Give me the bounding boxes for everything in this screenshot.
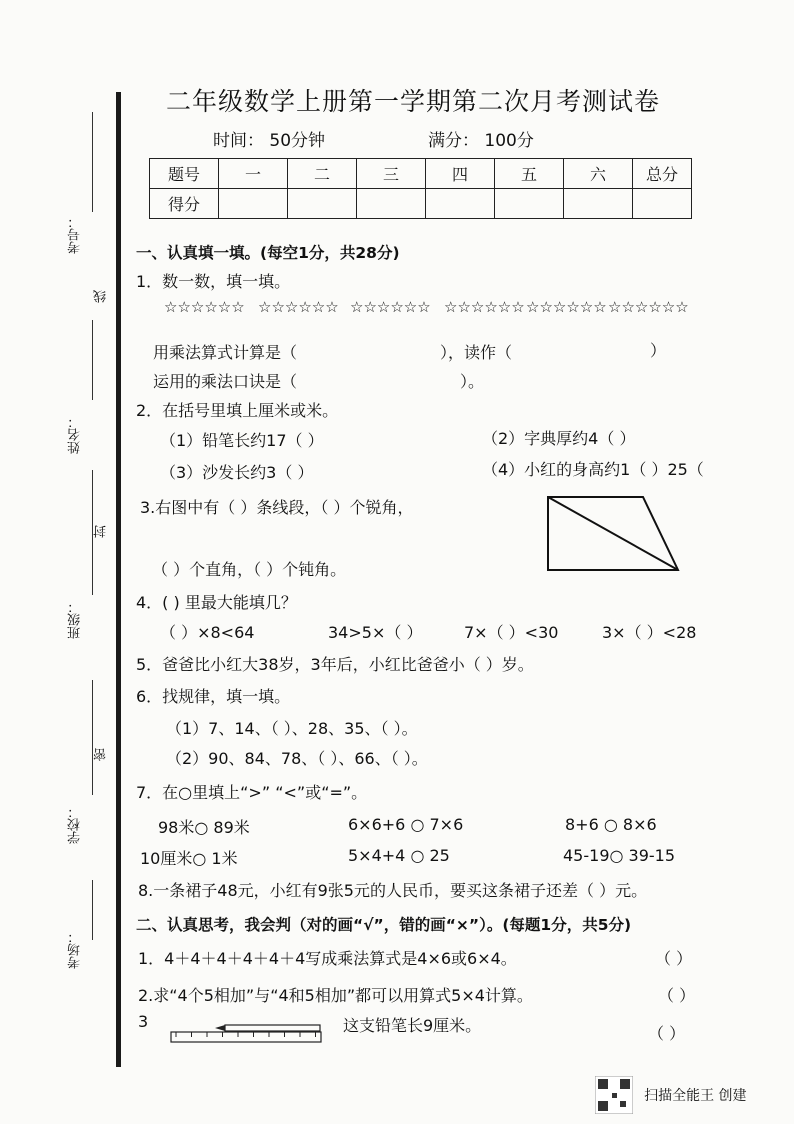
judge-q1: 1．4＋4＋4＋4＋4＋4写成乘法算式是4×6或6×4。 [138,949,517,968]
ruler-ticks [176,1032,316,1037]
room-label: 考场： [68,930,83,969]
class-line [92,470,93,595]
table-col: 总分 [633,159,692,189]
room-line [92,880,93,940]
pencil-shape [225,1025,320,1031]
qr-logo-icon [595,1076,633,1114]
mark-xian: 线 [94,290,109,303]
star-group: ☆☆☆☆☆☆ [444,298,525,316]
mark-mi: 密 [94,748,109,761]
exam-no-line [92,112,93,212]
q1-text: 1．数一数，填一填。 [136,272,291,291]
table-col: 三 [357,159,426,189]
q1-line2a: 运用的乘法口诀是（ [153,372,298,391]
exam-time: 时间： 50分钟 [213,131,326,151]
q2-item-a: （1）铅笔长约17（ ） [160,431,324,450]
q7-cell: 8+6 ○ 8×6 [565,815,657,834]
star-group: ☆☆☆☆☆☆ [164,298,245,316]
q2-text: 2．在括号里填上厘米或米。 [136,401,339,420]
table-col: 二 [288,159,357,189]
star-group: ☆☆☆☆☆☆ [258,298,339,316]
binding-bar [116,92,121,1067]
page-title: 二年级数学上册第一学期第二次月考测试卷 [166,87,661,116]
q7-cell: 6×6+6 ○ 7×6 [348,815,464,834]
score-cell[interactable] [219,189,288,219]
pencil-tip [215,1025,225,1031]
q7-cell: 45-19○ 39-15 [563,846,676,865]
name-line [92,320,93,400]
name-label: 姓名： [68,415,83,454]
table-col: 四 [426,159,495,189]
q2-item-b: （2）字典厚约4（ ） [482,429,636,448]
q1-line2b: ）。 [460,372,485,391]
score-cell[interactable] [495,189,564,219]
q4-item: （ ）×8<64 [160,623,255,642]
score-cell[interactable] [288,189,357,219]
school-label: 学校： [68,805,83,844]
judge-q3-paren[interactable]: （ ） [648,1024,686,1043]
score-table [149,158,692,219]
full-score: 满分： 100分 [428,131,534,151]
watermark-text: 扫描全能王 创建 [644,1088,747,1104]
section1-heading: 一、认真填一填。(每空1分，共28分) [136,244,400,262]
q2-item-d: （4）小红的身高约1（ ）25（ [482,460,704,479]
score-cell[interactable] [633,189,692,219]
table-header-label: 题号 [150,159,219,189]
q7-cell: 98米○ 89米 [158,818,250,837]
judge-q1-paren[interactable]: （ ） [655,949,693,968]
star-group: ☆☆☆☆☆☆ [608,298,689,316]
q6-text: 6．找规律，填一填。 [136,687,291,706]
table-col: 六 [564,159,633,189]
score-row-label: 得分 [150,189,219,219]
judge-q2: 2.求“4个5相加”与“4和5相加”都可以用算式5×4计算。 [138,986,533,1005]
q2-item-c: （3）沙发长约3（ ） [160,463,314,482]
table-col: 一 [219,159,288,189]
q3-line2: （ ）个直角，（ ）个钝角。 [152,560,347,579]
score-cell[interactable] [426,189,495,219]
judge-q3-text: 这支铅笔长9厘米。 [343,1016,482,1035]
star-group: ☆☆☆☆☆☆ [350,298,431,316]
mark-feng: 封 [94,525,109,538]
scanner-watermark [595,1076,747,1114]
table-col: 五 [495,159,564,189]
ruler-pencil-diagram [170,1023,322,1043]
q1-line1a: 用乘法算式计算是（ [153,343,298,362]
q1-line1c: ） [650,341,667,360]
school-line [92,680,93,795]
q1-line1b: ），读作（ [440,343,513,362]
diagonal-line [548,497,678,570]
q8-text: 8.一条裙子48元，小红有9张5元的人民币，要买这条裙子还差（ ）元。 [138,881,648,900]
exam-no-label: 考号： [68,215,83,254]
q7-cell: 5×4+4 ○ 25 [348,846,450,865]
star-group: ☆☆☆☆☆☆ [526,298,607,316]
q6-item-b: （2）90、84、78、（ ）、66、（ ）。 [166,749,428,768]
q7-cell: 10厘米○ 1米 [140,849,238,868]
ruler-shape [171,1032,321,1042]
judge-q2-paren[interactable]: （ ） [658,986,696,1005]
q6-item-a: （1）7、14、（ ）、28、35、（ ）。 [166,719,418,738]
judge-q3-number: 3 [138,1012,149,1031]
q4-item: 34>5×（ ） [328,623,423,642]
score-cell[interactable] [357,189,426,219]
score-cell[interactable] [564,189,633,219]
q4-item: 7×（ ）<30 [464,623,559,642]
trapezoid-diagram [545,494,681,574]
section2-heading: 二、认真思考，我会判（对的画“√”，错的画“×”）。(每题1分，共5分) [136,916,632,934]
q3-line1: 3.右图中有（ ）条线段，（ ）个锐角， [140,498,414,517]
class-label: 班级： [68,600,83,639]
q4-item: 3×（ ）<28 [602,623,697,642]
q4-text: 4．( ) 里最大能填几？ [136,593,297,612]
q7-text: 7．在○里填上“>” “<”或“=”。 [136,783,368,802]
q5-text: 5．爸爸比小红大38岁，3年后，小红比爸爸小（ ）岁。 [136,655,534,674]
